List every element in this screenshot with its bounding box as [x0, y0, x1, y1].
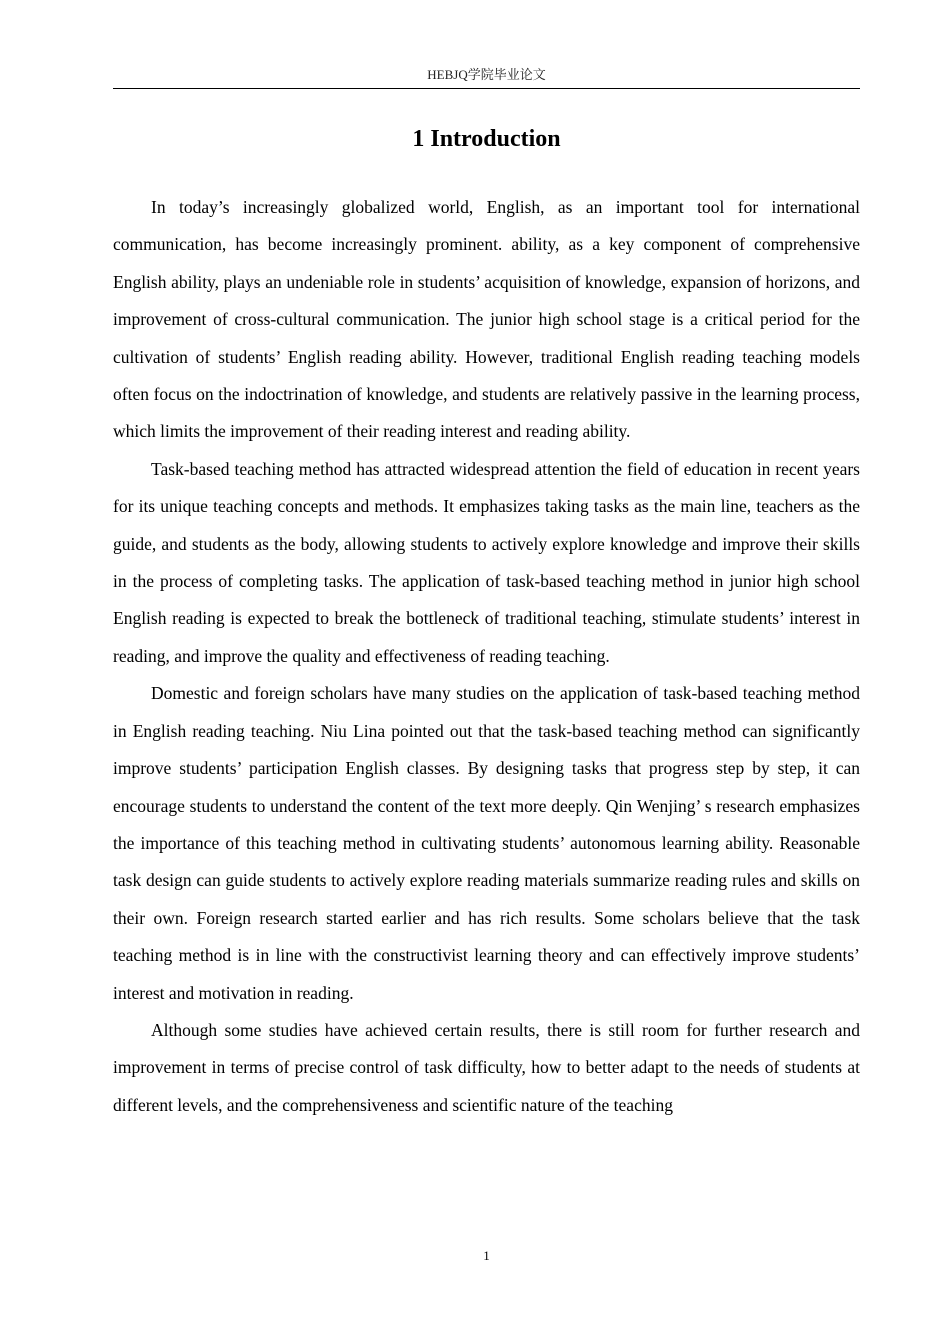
page-number: 1	[483, 1248, 490, 1263]
paragraph: Domestic and foreign scholars have many studies on the application of task-based teaching method in English reading teaching. Niu Lina pointed out that the task-based teaching method can significantly improve students’ participation English classes. By designing tasks that progress step by step, it can encourage students to understand the content of the text more deeply. Qin Wenjing’ s research emphasizes the importance of this teaching method in cultivating students’ autonomous learning ability. Reasonable task design can guide students to actively explore reading materials summarize reading rules and skills on their own. Foreign research started earlier and has rich results. Some scholars believe that the task teaching method is in line with the constructivist learning theory and can effectively improve students’ interest and motivation in reading.	[113, 683, 860, 1003]
body-text	[113, 189, 860, 1124]
paragraph: Although some studies have achieved certain results, there is still room for further research and improvement in terms of precise control of task difficulty, how to better adapt to the needs of students at different levels, and the comprehensiveness and scientific nature of the teaching	[113, 1019, 860, 1115]
header-rule	[113, 88, 860, 89]
running-header: HEBJQ学院毕业论文	[427, 67, 546, 82]
paragraph: Task-based teaching method has attracted widespread attention the field of education in recent years for its unique teaching concepts and methods. It emphasizes taking tasks as the main line, teachers as the guide, and students as the body, allowing students to actively explore knowledge and improve their skills in the process of completing tasks. The application of task-based teaching method in junior high school English reading is expected to break the bottleneck of traditional teaching, stimulate students’ interest in reading, and improve the quality and effectiveness of reading teaching.	[113, 458, 860, 666]
paragraph: In today’s increasingly globalized world, English, as an important tool for international communication, has become increasingly prominent. ability, as a key component of comprehensive English ability, plays an undeniable role in students’ acquisition of knowledge, expansion of horizons, and improvement of cross-cultural communication. The junior high school stage is a critical period for the cultivation of students’ English reading ability. However, traditional English reading teaching models often focus on the indoctrination of knowledge, and students are relatively passive in the learning process, which limits the improvement of their reading interest and reading ability.	[113, 197, 860, 442]
chapter-title: 1 Introduction	[412, 126, 561, 152]
